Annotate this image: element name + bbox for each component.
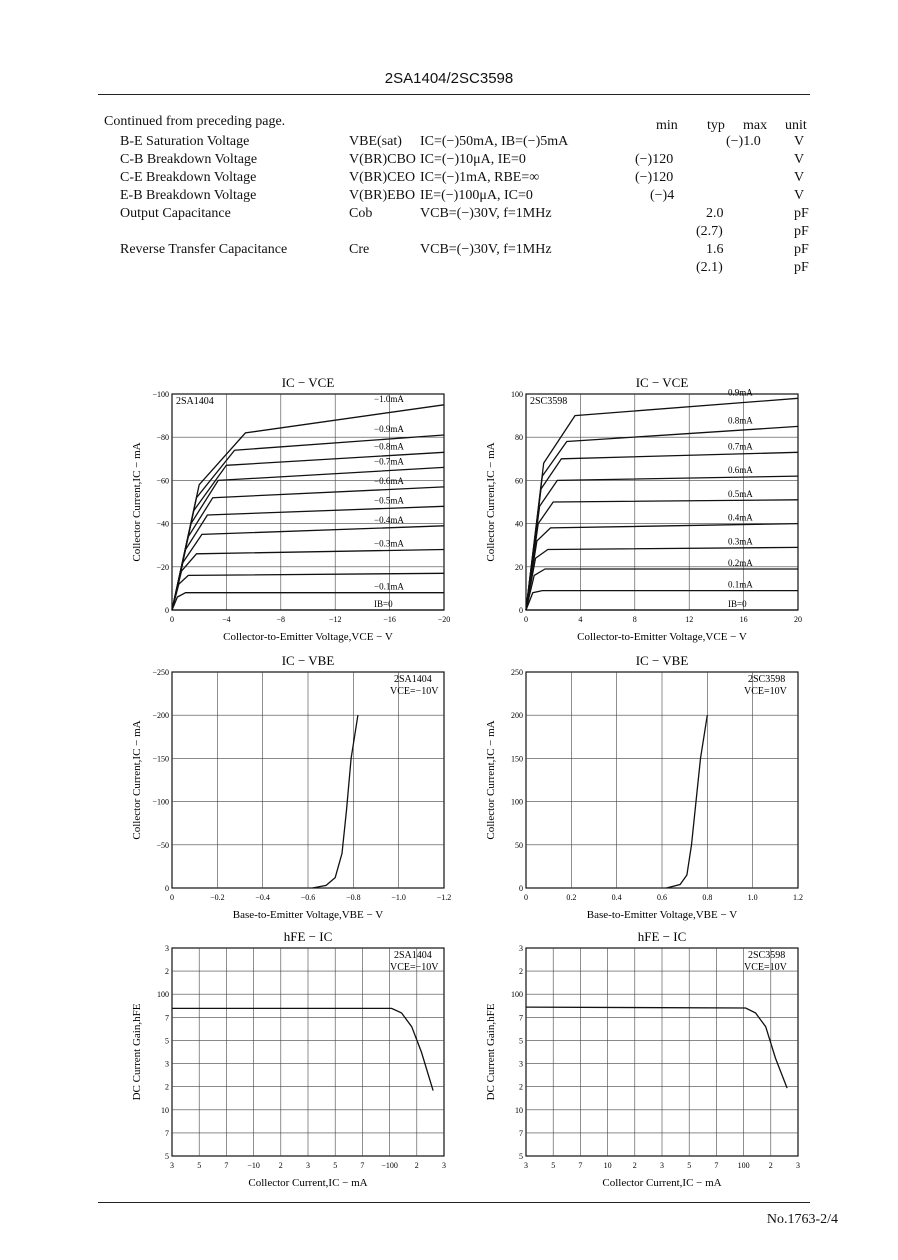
y-tick-label: 100 xyxy=(511,990,523,1000)
x-tick-label: −1.2 xyxy=(436,893,452,902)
param-conditions: IC=(−)50mA, IB=(−)5mA xyxy=(420,134,569,149)
x-tick-label: 16 xyxy=(739,615,748,624)
series-label: 0.3mA xyxy=(728,536,753,547)
spec-row xyxy=(120,206,820,224)
y-tick-label: 10 xyxy=(515,1105,523,1115)
series-label: 0.7mA xyxy=(728,441,753,452)
y-tick-label: −150 xyxy=(152,754,169,764)
y-tick-label: −200 xyxy=(152,711,169,721)
y-tick-label: 40 xyxy=(515,519,523,529)
series-label: −0.9mA xyxy=(374,424,404,435)
y-tick-label: 5 xyxy=(519,1152,523,1161)
x-tick-label: 10 xyxy=(603,1161,612,1170)
chart-hfe-ic-2sc3598 xyxy=(472,928,812,1200)
page-number: No.1763-2/4 xyxy=(766,1212,838,1227)
param-symbol: V(BR)CBO xyxy=(349,152,416,167)
spec-row xyxy=(120,224,820,242)
series-line xyxy=(526,591,798,610)
y-tick-label: 2 xyxy=(165,967,169,977)
param-typ: 2.0 xyxy=(706,206,724,221)
spec-row xyxy=(120,170,820,188)
y-tick-label: 3 xyxy=(519,944,523,953)
x-axis-label: Base-to-Emitter Voltage,VBE − V xyxy=(232,909,384,921)
series-line xyxy=(526,569,798,610)
continued-note: Continued from preceding page. xyxy=(104,114,286,129)
x-tick-label: 1.2 xyxy=(793,893,803,902)
y-tick-label: 2 xyxy=(519,1082,523,1092)
x-tick-label: −0.6 xyxy=(300,893,316,902)
y-tick-label: 0 xyxy=(519,606,523,615)
y-tick-label: 0 xyxy=(165,884,169,893)
x-axis-label: Collector Current,IC − mA xyxy=(248,1177,368,1189)
param-conditions: VCB=(−)30V, f=1MHz xyxy=(420,242,552,257)
x-tick-label: −4 xyxy=(222,615,231,624)
device-label: 2SC3598 xyxy=(530,396,568,407)
chart-ic-vbe-2sc3598 xyxy=(472,652,812,932)
x-tick-label: 4 xyxy=(578,615,583,624)
y-tick-label: 3 xyxy=(165,944,169,953)
chart-title: IC − VBE xyxy=(635,653,689,668)
y-axis-label: Collector Current,IC − mA xyxy=(485,442,497,562)
x-tick-label: 0 xyxy=(524,893,528,902)
param-typ: 1.6 xyxy=(706,242,724,257)
param-symbol: Cob xyxy=(349,206,373,221)
x-tick-label: 3 xyxy=(170,1161,174,1170)
param-unit: pF xyxy=(794,242,809,257)
x-tick-label: 7 xyxy=(224,1161,229,1170)
x-tick-label: 7 xyxy=(714,1161,719,1170)
x-tick-label: 0 xyxy=(170,615,174,624)
condition-label: VCE=−10V xyxy=(390,962,439,973)
x-tick-label: −0.8 xyxy=(346,893,361,902)
x-tick-label: 5 xyxy=(197,1161,202,1170)
x-tick-label: 0.2 xyxy=(566,893,577,902)
chart-title: hFE − IC xyxy=(283,929,333,944)
x-tick-label: 3 xyxy=(660,1161,664,1170)
chart-title: IC − VBE xyxy=(281,653,335,668)
x-tick-label: 3 xyxy=(306,1161,310,1170)
x-tick-label: 2 xyxy=(414,1161,419,1170)
series-label: −0.3mA xyxy=(374,538,404,549)
x-tick-label: −1.0 xyxy=(391,893,406,902)
x-tick-label: 1.0 xyxy=(747,893,758,902)
param-name: C-E Breakdown Voltage xyxy=(120,170,257,185)
y-tick-label: 5 xyxy=(165,1036,169,1046)
series-line xyxy=(526,452,798,610)
x-tick-label: 0.6 xyxy=(657,893,667,902)
x-tick-label: 20 xyxy=(794,615,802,624)
y-tick-label: −250 xyxy=(152,668,169,677)
param-conditions: IC=(−)10μA, IE=0 xyxy=(420,152,526,167)
param-unit: V xyxy=(794,170,805,185)
device-label: 2SA1404 xyxy=(394,950,432,961)
spec-row xyxy=(120,242,820,260)
param-symbol: VBE(sat) xyxy=(349,134,402,149)
series-label: 0.6mA xyxy=(728,465,753,476)
param-name: C-B Breakdown Voltage xyxy=(120,152,258,167)
col-typ: typ xyxy=(707,118,725,133)
x-tick-label: −16 xyxy=(383,615,396,624)
param-min: (−)4 xyxy=(650,188,675,203)
x-tick-label: 12 xyxy=(685,615,694,624)
x-tick-label: 2 xyxy=(278,1161,283,1170)
x-tick-label: −8 xyxy=(276,615,286,624)
series-label: IB=0 xyxy=(374,599,393,609)
series-label: −0.6mA xyxy=(374,475,404,486)
y-tick-label: 0 xyxy=(165,606,169,615)
y-tick-label: 80 xyxy=(515,433,523,443)
param-name: B-E Saturation Voltage xyxy=(120,134,250,149)
spec-row xyxy=(120,152,820,170)
series-label: −0.1mA xyxy=(374,581,404,592)
condition-label: VCE=−10V xyxy=(390,686,439,697)
x-tick-label: −20 xyxy=(437,615,451,624)
x-tick-label: 5 xyxy=(687,1161,692,1170)
x-tick-label: −0.4 xyxy=(255,893,270,902)
y-axis-label: DC Current Gain,hFE xyxy=(485,1003,497,1101)
y-tick-label: 7 xyxy=(519,1128,523,1138)
param-typ: (2.1) xyxy=(696,260,723,275)
y-tick-label: 20 xyxy=(515,562,523,572)
param-unit: pF xyxy=(794,206,809,221)
series-label: 0.2mA xyxy=(728,557,753,568)
footer-rule xyxy=(98,1202,810,1203)
chart-title: hFE − IC xyxy=(637,929,687,944)
y-tick-label: −100 xyxy=(152,797,169,807)
x-tick-label: 7 xyxy=(360,1161,365,1170)
col-min: min xyxy=(656,118,678,133)
y-tick-label: 2 xyxy=(519,967,523,977)
series-line xyxy=(172,1008,433,1090)
series-line xyxy=(172,550,444,611)
y-tick-label: 50 xyxy=(515,840,523,850)
spec-row xyxy=(120,260,820,278)
param-symbol: V(BR)CEO xyxy=(349,170,416,185)
x-tick-label: −100 xyxy=(381,1161,398,1170)
y-tick-label: −60 xyxy=(156,476,169,486)
param-unit: V xyxy=(794,134,805,149)
param-conditions: VCB=(−)30V, f=1MHz xyxy=(420,206,552,221)
chart-title: IC − VCE xyxy=(635,375,689,390)
param-unit: pF xyxy=(794,224,809,239)
series-label: 0.8mA xyxy=(728,415,753,426)
series-line xyxy=(526,500,798,610)
series-label: 0.1mA xyxy=(728,579,753,590)
param-unit: V xyxy=(794,188,805,203)
chart-ic-vbe-2sa1404 xyxy=(118,652,458,932)
param-name: Output Capacitance xyxy=(120,206,231,221)
y-tick-label: 100 xyxy=(511,390,523,399)
condition-label: VCE=10V xyxy=(744,686,787,697)
param-conditions: IC=(−)1mA, RBE=∞ xyxy=(420,170,540,185)
series-label: 0.4mA xyxy=(728,512,753,523)
series-label: −0.5mA xyxy=(374,495,404,506)
x-tick-label: 0 xyxy=(170,893,174,902)
y-tick-label: −100 xyxy=(152,390,169,399)
y-tick-label: 7 xyxy=(519,1013,523,1023)
series-label: −0.4mA xyxy=(374,514,404,525)
header-rule xyxy=(98,94,810,95)
y-tick-label: 3 xyxy=(165,1059,169,1069)
y-tick-label: 100 xyxy=(157,990,169,1000)
y-tick-label: 100 xyxy=(511,797,523,807)
y-tick-label: 5 xyxy=(165,1152,169,1161)
chart-ic-vce-2sc3598 xyxy=(472,374,812,654)
y-tick-label: 0 xyxy=(519,884,523,893)
y-tick-label: −80 xyxy=(156,433,169,443)
param-name: E-B Breakdown Voltage xyxy=(120,188,257,203)
x-axis-label: Collector-to-Emitter Voltage,VCE − V xyxy=(577,631,747,643)
y-tick-label: 200 xyxy=(511,711,523,721)
condition-label: VCE=10V xyxy=(744,962,787,973)
y-tick-label: −20 xyxy=(156,562,169,572)
x-tick-label: 8 xyxy=(632,615,637,624)
device-label: 2SA1404 xyxy=(176,396,214,407)
x-tick-label: 100 xyxy=(737,1161,750,1170)
device-label: 2SC3598 xyxy=(748,674,786,685)
y-tick-label: 2 xyxy=(165,1082,169,1092)
param-unit: V xyxy=(794,152,805,167)
param-min: (−)120 xyxy=(635,170,674,185)
x-tick-label: −12 xyxy=(328,615,342,624)
param-name: Reverse Transfer Capacitance xyxy=(120,242,288,257)
param-symbol: V(BR)EBO xyxy=(349,188,416,203)
chart-hfe-ic-2sa1404 xyxy=(118,928,458,1200)
y-tick-label: 150 xyxy=(511,754,523,764)
y-tick-label: 7 xyxy=(165,1013,169,1023)
col-unit: unit xyxy=(785,118,807,133)
x-tick-label: 0.8 xyxy=(702,893,713,902)
series-label: −0.8mA xyxy=(374,441,404,452)
param-typ: (2.7) xyxy=(696,224,723,239)
x-tick-label: 3 xyxy=(796,1161,800,1170)
series-label: −0.7mA xyxy=(374,456,404,467)
x-tick-label: −0.2 xyxy=(210,893,225,902)
y-axis-label: Collector Current,IC − mA xyxy=(131,442,143,562)
x-tick-label: −10 xyxy=(247,1161,260,1170)
series-label: IB=0 xyxy=(728,599,747,609)
x-axis-label: Base-to-Emitter Voltage,VBE − V xyxy=(586,909,738,921)
x-axis-label: Collector Current,IC − mA xyxy=(602,1177,722,1189)
x-tick-label: 0.4 xyxy=(611,893,622,902)
spec-row xyxy=(120,188,820,206)
param-conditions: IE=(−)100μA, IC=0 xyxy=(420,188,533,203)
series-line xyxy=(172,593,444,610)
x-tick-label: 3 xyxy=(524,1161,528,1170)
series-label: 0.9mA xyxy=(728,387,753,398)
document-header: 2SA1404/2SC3598 xyxy=(384,70,514,87)
y-tick-label: 7 xyxy=(165,1128,169,1138)
param-symbol: Cre xyxy=(349,242,370,257)
device-label: 2SC3598 xyxy=(748,950,786,961)
col-max: max xyxy=(743,118,768,133)
y-tick-label: 3 xyxy=(519,1059,523,1069)
series-line xyxy=(526,476,798,610)
series-line xyxy=(526,1007,787,1088)
series-line xyxy=(526,547,798,610)
y-axis-label: Collector Current,IC − mA xyxy=(131,720,143,840)
x-tick-label: 7 xyxy=(578,1161,583,1170)
y-tick-label: 250 xyxy=(511,668,523,677)
y-tick-label: 60 xyxy=(515,476,523,486)
y-tick-label: −50 xyxy=(156,840,169,850)
chart-title: IC − VCE xyxy=(281,375,335,390)
y-tick-label: −40 xyxy=(156,519,169,529)
series-label: 0.5mA xyxy=(728,488,753,499)
y-axis-label: Collector Current,IC − mA xyxy=(485,720,497,840)
x-tick-label: 3 xyxy=(442,1161,446,1170)
chart-ic-vce-2sa1404 xyxy=(118,374,458,654)
x-tick-label: 5 xyxy=(551,1161,556,1170)
x-tick-label: 2 xyxy=(768,1161,773,1170)
spec-row xyxy=(120,134,820,152)
param-max: (−)1.0 xyxy=(726,134,761,149)
y-tick-label: 10 xyxy=(161,1105,169,1115)
param-unit: pF xyxy=(794,260,809,275)
x-tick-label: 2 xyxy=(632,1161,637,1170)
x-tick-label: 0 xyxy=(524,615,528,624)
series-line xyxy=(526,398,798,610)
param-min: (−)120 xyxy=(635,152,674,167)
y-axis-label: DC Current Gain,hFE xyxy=(131,1003,143,1101)
y-tick-label: 5 xyxy=(519,1036,523,1046)
device-label: 2SA1404 xyxy=(394,674,432,685)
series-label: −1.0mA xyxy=(374,393,404,404)
x-tick-label: 5 xyxy=(333,1161,338,1170)
x-axis-label: Collector-to-Emitter Voltage,VCE − V xyxy=(223,631,393,643)
